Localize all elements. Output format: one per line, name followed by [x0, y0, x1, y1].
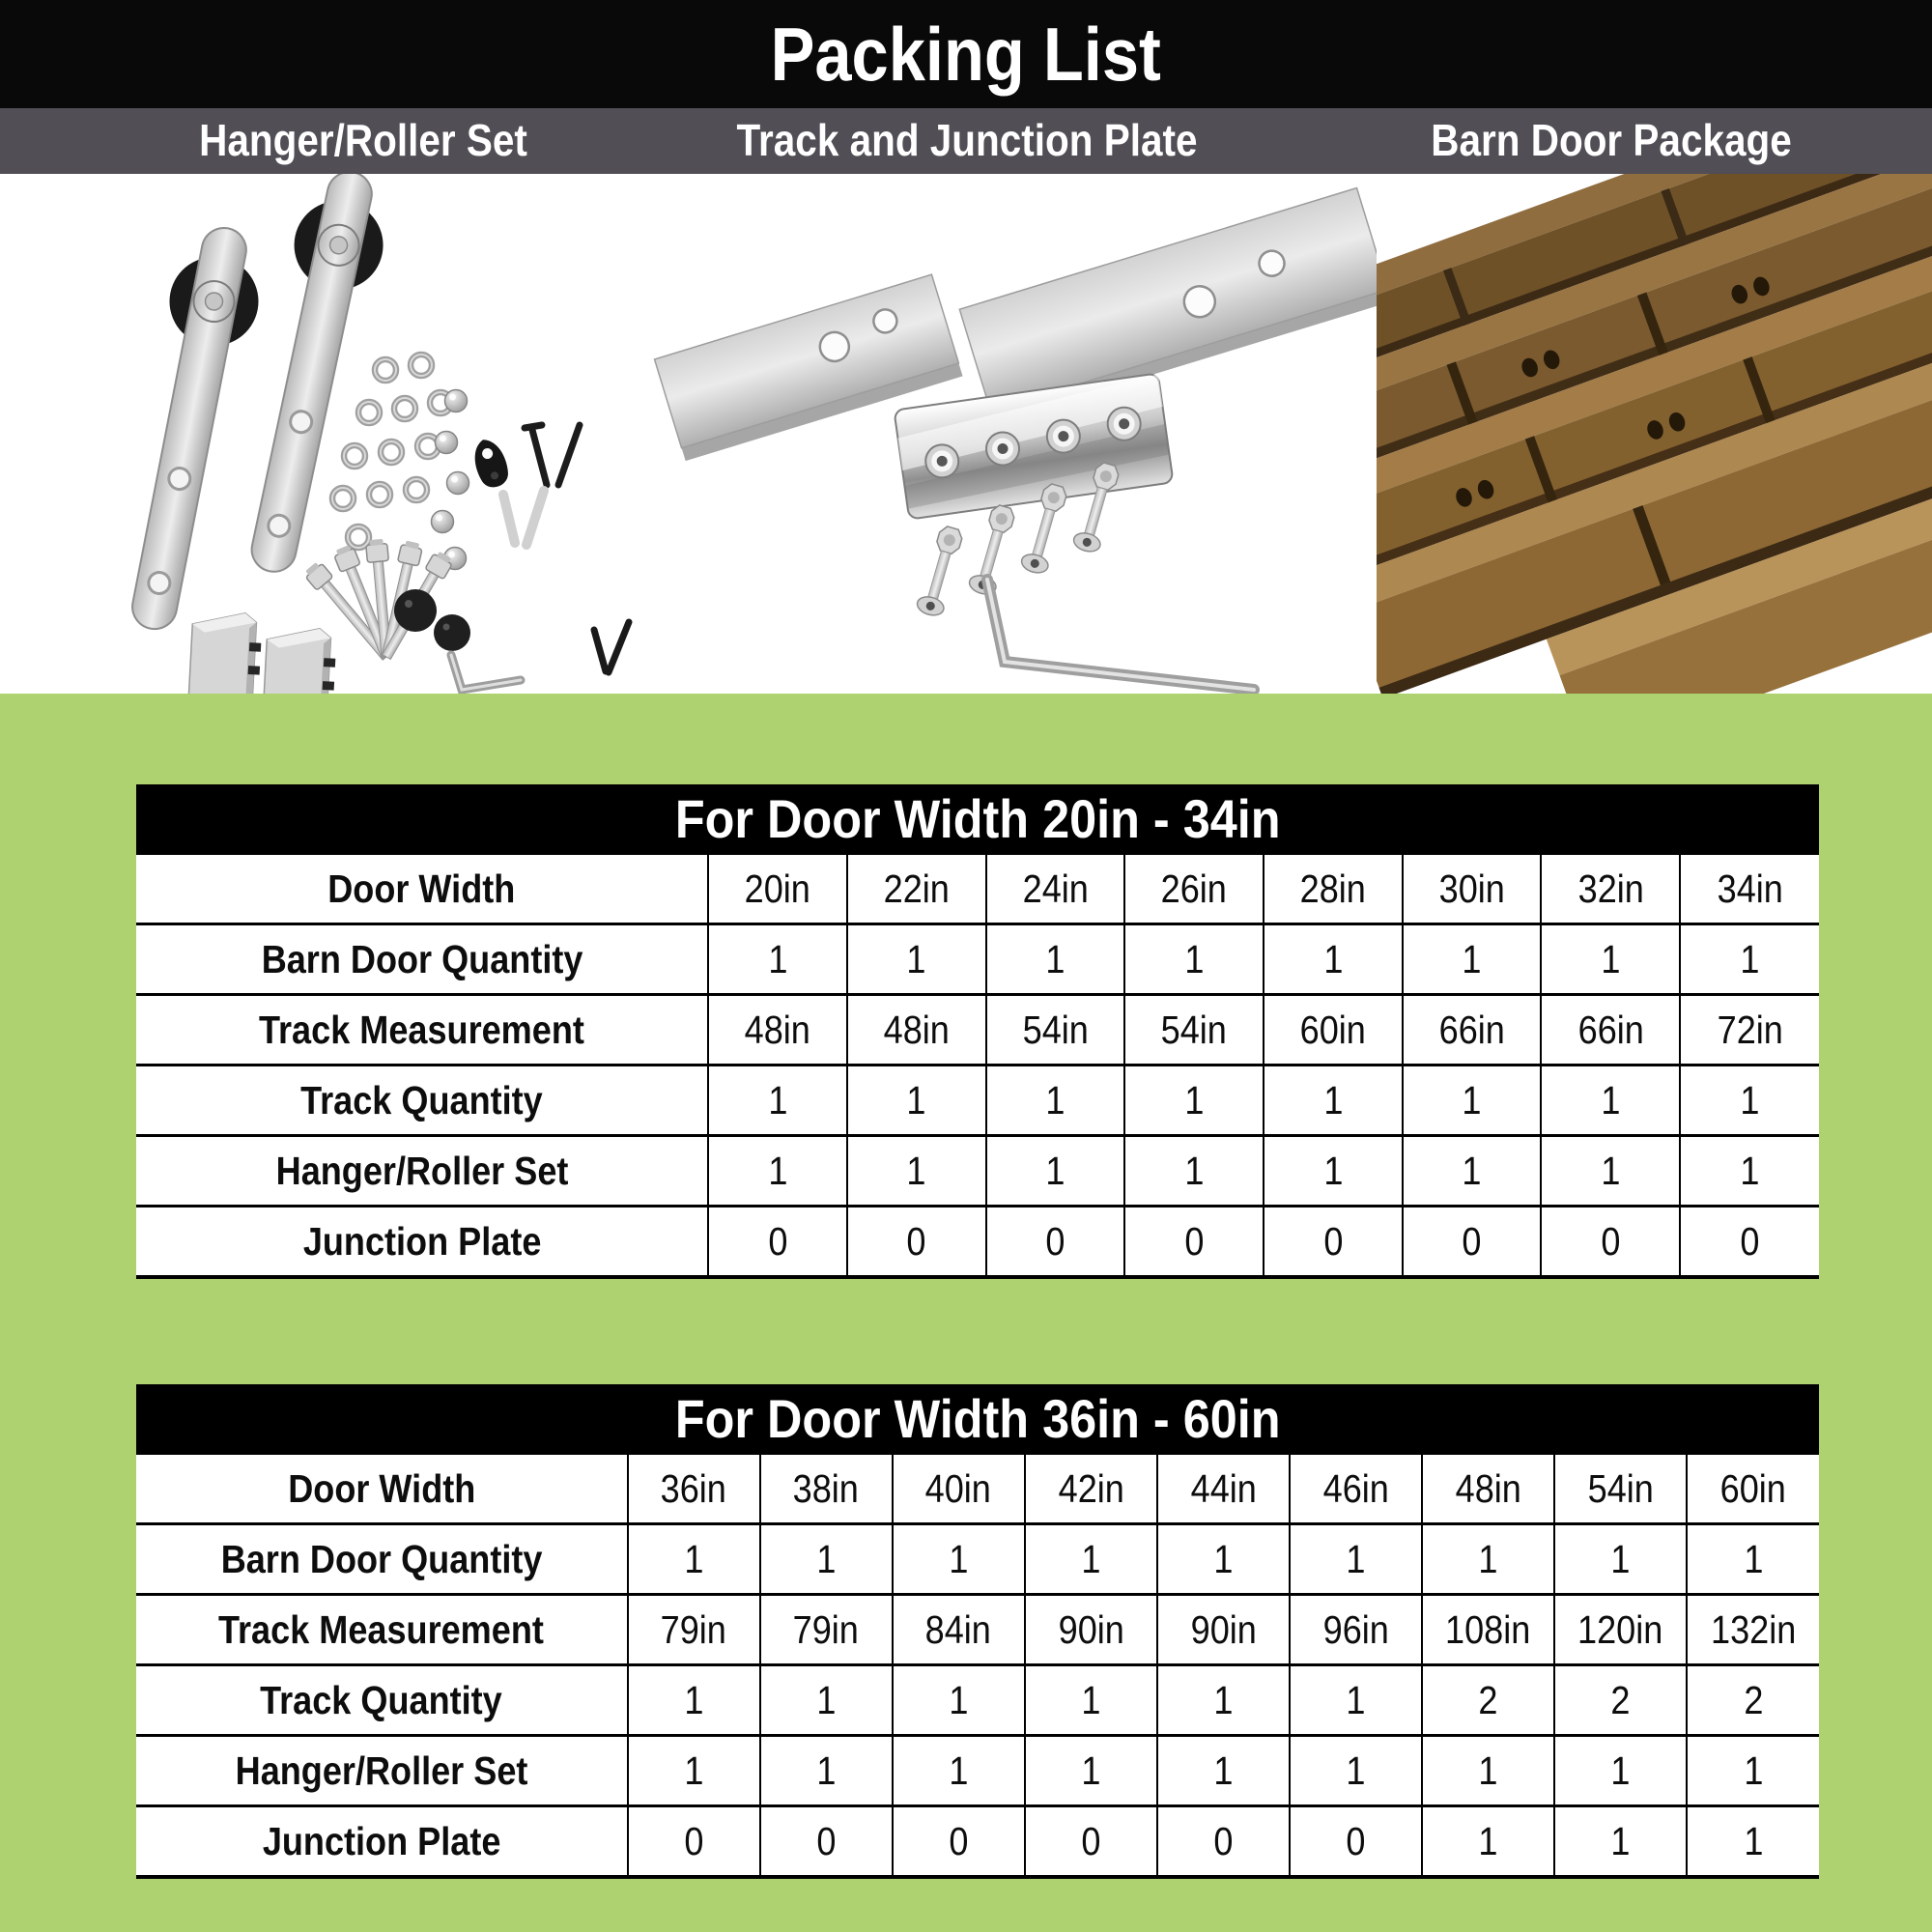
table-cell — [986, 1065, 1125, 1136]
table-row — [136, 1454, 1819, 1524]
cell-value: 1 — [768, 1148, 788, 1193]
table-cell — [893, 1454, 1025, 1524]
table-cell — [1680, 1065, 1819, 1136]
table-row — [136, 924, 1819, 995]
cell-value: 0 — [768, 1218, 788, 1264]
table-cell — [1554, 1454, 1687, 1524]
cell-value: 1 — [1322, 936, 1343, 981]
cell-value: 1 — [1740, 1148, 1760, 1193]
row-header-label: Hanger/Roller Set — [235, 1747, 528, 1793]
cell-value: 0 — [1213, 1818, 1234, 1863]
table-cell — [847, 1207, 986, 1278]
table-row — [136, 995, 1819, 1065]
table-title: For Door Width 36in - 60in — [674, 1387, 1281, 1449]
cell-value: 1 — [684, 1536, 704, 1581]
cell-value: 1 — [1610, 1818, 1631, 1863]
row-header — [136, 1665, 628, 1736]
row-header-label: Track Quantity — [300, 1077, 543, 1122]
cell-value: 1 — [816, 1677, 837, 1722]
table-cell — [1680, 854, 1819, 924]
table-cell — [1541, 924, 1680, 995]
photo-label-bar — [0, 108, 1932, 174]
table-cell — [1264, 854, 1403, 924]
cell-value: 0 — [816, 1818, 837, 1863]
cell-value: 1 — [1322, 1077, 1343, 1122]
cell-value: 1 — [1743, 1536, 1763, 1581]
table-cell — [708, 924, 847, 995]
cell-value: 48in — [745, 1007, 811, 1052]
table-cell — [1541, 995, 1680, 1065]
table-cell — [1687, 1736, 1819, 1806]
cell-value: 1 — [1346, 1747, 1366, 1793]
table-cell — [1422, 1595, 1554, 1665]
table-cell — [847, 924, 986, 995]
table-cell — [893, 1736, 1025, 1806]
row-header — [136, 995, 708, 1065]
cell-value: 1 — [1462, 1077, 1482, 1122]
cell-value: 1 — [1184, 936, 1205, 981]
table-cell — [1124, 854, 1264, 924]
row-header-label: Track Quantity — [260, 1677, 503, 1722]
cell-value: 2 — [1610, 1677, 1631, 1722]
row-header-label: Junction Plate — [302, 1218, 541, 1264]
table-cell — [1687, 1524, 1819, 1595]
cell-value: 0 — [1322, 1218, 1343, 1264]
table-cell — [628, 1806, 760, 1878]
cell-value: 54in — [1022, 1007, 1089, 1052]
table-cell — [1025, 1665, 1157, 1736]
cell-value: 32in — [1577, 866, 1644, 911]
cell-value: 1 — [768, 936, 788, 981]
packing-table — [136, 852, 1819, 1279]
table-cell — [1403, 924, 1542, 995]
table-cell — [986, 854, 1125, 924]
table-cell — [847, 1065, 986, 1136]
table-cell — [1422, 1524, 1554, 1595]
cell-value: 1 — [684, 1677, 704, 1722]
table-cell — [1157, 1665, 1290, 1736]
table-cell — [893, 1665, 1025, 1736]
table-cell — [1264, 924, 1403, 995]
cell-value: 72in — [1717, 1007, 1783, 1052]
table-cell — [1157, 1454, 1290, 1524]
cell-value: 1 — [1601, 936, 1621, 981]
table-cell — [1025, 1595, 1157, 1665]
cell-value: 90in — [1190, 1606, 1257, 1652]
row-header — [136, 1454, 628, 1524]
table-cell — [1422, 1806, 1554, 1878]
cell-value: 1 — [1045, 1077, 1065, 1122]
table-cell — [760, 1595, 893, 1665]
cell-value: 120in — [1577, 1606, 1663, 1652]
cell-value: 1 — [1478, 1818, 1498, 1863]
table-cell — [893, 1806, 1025, 1878]
cell-value: 54in — [1587, 1465, 1654, 1511]
table-cell — [1554, 1665, 1687, 1736]
cell-value: 54in — [1161, 1007, 1228, 1052]
table-title-band — [136, 1384, 1819, 1452]
cell-value: 1 — [1045, 936, 1065, 981]
row-header-label: Track Measurement — [218, 1606, 545, 1652]
cell-value: 24in — [1022, 866, 1089, 911]
table-cell — [986, 1136, 1125, 1207]
table-cell — [1541, 1065, 1680, 1136]
row-header-label: Junction Plate — [262, 1818, 501, 1863]
hanger-roller-set-photo — [14, 174, 647, 694]
table-cell — [1687, 1454, 1819, 1524]
row-header-label: Barn Door Quantity — [261, 936, 583, 981]
table-cell — [1422, 1665, 1554, 1736]
table-cell — [1124, 1136, 1264, 1207]
cell-value: 2 — [1478, 1677, 1498, 1722]
row-header — [136, 924, 708, 995]
row-header — [136, 1207, 708, 1278]
row-header — [136, 1595, 628, 1665]
product-photo-band — [0, 174, 1932, 694]
cell-value: 1 — [906, 1148, 926, 1193]
barn-door-package-photo — [1377, 174, 1932, 694]
table-cell — [1025, 1736, 1157, 1806]
label-barn-door-package: Barn Door Package — [1431, 114, 1792, 165]
cell-value: 84in — [925, 1606, 992, 1652]
cell-value: 1 — [1462, 936, 1482, 981]
cell-value: 0 — [949, 1818, 969, 1863]
cell-value: 90in — [1058, 1606, 1124, 1652]
cell-value: 1 — [1081, 1536, 1101, 1581]
cell-value: 108in — [1445, 1606, 1531, 1652]
row-header-label: Barn Door Quantity — [220, 1536, 543, 1581]
table-cell — [708, 995, 847, 1065]
cell-value: 1 — [1743, 1818, 1763, 1863]
cell-value: 34in — [1717, 866, 1783, 911]
table-cell — [1290, 1665, 1422, 1736]
label-track-and-junction-plate: Track and Junction Plate — [736, 114, 1198, 165]
table-cell — [628, 1736, 760, 1806]
row-header — [136, 854, 708, 924]
row-header-label: Track Measurement — [259, 1007, 585, 1052]
cell-value: 0 — [1740, 1218, 1760, 1264]
cell-value: 1 — [1346, 1677, 1366, 1722]
table-row — [136, 854, 1819, 924]
cell-value: 1 — [1601, 1148, 1621, 1193]
table-cell — [1541, 854, 1680, 924]
table-cell — [1422, 1736, 1554, 1806]
cell-value: 1 — [1462, 1148, 1482, 1193]
table-cell — [1403, 854, 1542, 924]
table-cell — [1403, 1136, 1542, 1207]
cell-value: 1 — [1081, 1677, 1101, 1722]
table-cell — [708, 1136, 847, 1207]
cell-value: 1 — [816, 1536, 837, 1581]
table-row — [136, 1665, 1819, 1736]
table-cell — [1554, 1736, 1687, 1806]
table-cell — [1157, 1736, 1290, 1806]
cell-value: 48in — [883, 1007, 950, 1052]
packing-table-20-34 — [136, 784, 1819, 1279]
table-cell — [1264, 1136, 1403, 1207]
row-header — [136, 1736, 628, 1806]
cell-value: 1 — [1478, 1536, 1498, 1581]
row-header — [136, 1065, 708, 1136]
table-cell — [628, 1454, 760, 1524]
cell-value: 1 — [1740, 1077, 1760, 1122]
cell-value: 1 — [1740, 936, 1760, 981]
cell-value: 132in — [1710, 1606, 1797, 1652]
table-cell — [708, 1065, 847, 1136]
table-cell — [1025, 1806, 1157, 1878]
table-cell — [628, 1524, 760, 1595]
cell-value: 1 — [1081, 1747, 1101, 1793]
table-title-band — [136, 784, 1819, 852]
table-cell — [986, 1207, 1125, 1278]
cell-value: 79in — [661, 1606, 727, 1652]
table-row — [136, 1736, 1819, 1806]
cell-value: 79in — [793, 1606, 860, 1652]
table-row — [136, 1595, 1819, 1665]
row-header — [136, 1136, 708, 1207]
table-cell — [1290, 1524, 1422, 1595]
cell-value: 1 — [1213, 1536, 1234, 1581]
cell-value: 44in — [1190, 1465, 1257, 1511]
cell-value: 1 — [816, 1747, 837, 1793]
table-row — [136, 1136, 1819, 1207]
cell-value: 48in — [1455, 1465, 1521, 1511]
cell-value: 1 — [949, 1747, 969, 1793]
cell-value: 1 — [906, 1077, 926, 1122]
table-cell — [760, 1806, 893, 1878]
table-cell — [1290, 1736, 1422, 1806]
cell-value: 0 — [684, 1818, 704, 1863]
cell-value: 1 — [1184, 1077, 1205, 1122]
packing-table — [136, 1452, 1819, 1879]
cell-value: 1 — [684, 1747, 704, 1793]
cell-value: 0 — [1601, 1218, 1621, 1264]
cell-value: 42in — [1058, 1465, 1124, 1511]
track-junction-plate-illustration — [647, 174, 1377, 694]
packing-table-36-60 — [136, 1384, 1819, 1879]
table-cell — [1124, 1065, 1264, 1136]
cell-value: 0 — [1184, 1218, 1205, 1264]
cell-value: 1 — [1478, 1747, 1498, 1793]
table-cell — [708, 1207, 847, 1278]
cell-value: 1 — [1213, 1677, 1234, 1722]
table-cell — [1541, 1136, 1680, 1207]
cell-value: 0 — [1045, 1218, 1065, 1264]
header-band — [0, 0, 1932, 108]
table-cell — [1124, 1207, 1264, 1278]
table-cell — [1025, 1454, 1157, 1524]
cell-value: 60in — [1719, 1465, 1787, 1511]
table-cell — [1554, 1524, 1687, 1595]
row-header — [136, 1524, 628, 1595]
table-cell — [1124, 995, 1264, 1065]
table-cell — [847, 854, 986, 924]
cell-value: 1 — [1045, 1148, 1065, 1193]
cell-value: 30in — [1438, 866, 1505, 911]
label-hanger-roller-set: Hanger/Roller Set — [199, 114, 527, 165]
table-cell — [1680, 924, 1819, 995]
cell-value: 1 — [1601, 1077, 1621, 1122]
table-cell — [986, 924, 1125, 995]
cell-value: 1 — [1322, 1148, 1343, 1193]
table-row — [136, 1207, 1819, 1278]
table-cell — [1554, 1595, 1687, 1665]
table-cell — [1124, 924, 1264, 995]
table-cell — [628, 1595, 760, 1665]
table-cell — [1403, 1065, 1542, 1136]
table-cell — [1403, 1207, 1542, 1278]
table-cell — [1290, 1595, 1422, 1665]
cell-value: 1 — [1213, 1747, 1234, 1793]
table-cell — [708, 854, 847, 924]
cell-value: 1 — [1743, 1747, 1763, 1793]
table-cell — [986, 995, 1125, 1065]
row-header-label: Hanger/Roller Set — [275, 1148, 569, 1193]
cell-value: 26in — [1161, 866, 1228, 911]
table-cell — [1687, 1806, 1819, 1878]
cell-value: 38in — [793, 1465, 860, 1511]
table-cell — [1403, 995, 1542, 1065]
cell-value: 28in — [1299, 866, 1367, 911]
cell-value: 1 — [1610, 1536, 1631, 1581]
cell-value: 22in — [883, 866, 950, 911]
row-header-label: Door Width — [287, 1465, 475, 1511]
page-title: Packing List — [770, 11, 1162, 97]
cell-value: 1 — [949, 1536, 969, 1581]
table-cell — [1264, 995, 1403, 1065]
barn-door-package-illustration — [1377, 174, 1932, 694]
table-cell — [1157, 1524, 1290, 1595]
cell-value: 40in — [925, 1465, 992, 1511]
table-cell — [1290, 1454, 1422, 1524]
table-row — [136, 1806, 1819, 1878]
table-row — [136, 1065, 1819, 1136]
hanger-roller-set-illustration — [14, 174, 647, 694]
cell-value: 66in — [1438, 1007, 1505, 1052]
table-cell — [1687, 1665, 1819, 1736]
cell-value: 1 — [1610, 1747, 1631, 1793]
table-cell — [1680, 1207, 1819, 1278]
table-cell — [893, 1524, 1025, 1595]
cell-value: 0 — [1462, 1218, 1482, 1264]
table-cell — [1687, 1595, 1819, 1665]
table-cell — [1422, 1454, 1554, 1524]
cell-value: 96in — [1322, 1606, 1389, 1652]
table-cell — [760, 1736, 893, 1806]
wood-plank-stack — [1377, 174, 1932, 694]
cell-value: 66in — [1577, 1007, 1644, 1052]
table-cell — [847, 1136, 986, 1207]
table-cell — [1554, 1806, 1687, 1878]
cell-value: 2 — [1743, 1677, 1763, 1722]
table-cell — [847, 995, 986, 1065]
cell-value: 0 — [1081, 1818, 1101, 1863]
row-header-label: Door Width — [327, 866, 516, 911]
tables-section — [0, 694, 1932, 1932]
table-cell — [1264, 1065, 1403, 1136]
cell-value: 1 — [1346, 1536, 1366, 1581]
cell-value: 0 — [1346, 1818, 1366, 1863]
table-cell — [1680, 1136, 1819, 1207]
table-row — [136, 1524, 1819, 1595]
table-cell — [1157, 1806, 1290, 1878]
table-cell — [1264, 1207, 1403, 1278]
cell-value: 20in — [745, 866, 811, 911]
table-cell — [1025, 1524, 1157, 1595]
cell-value: 1 — [906, 936, 926, 981]
cell-value: 0 — [906, 1218, 926, 1264]
table-cell — [760, 1665, 893, 1736]
table-cell — [893, 1595, 1025, 1665]
table-cell — [1157, 1595, 1290, 1665]
cell-value: 1 — [1184, 1148, 1205, 1193]
table-cell — [1680, 995, 1819, 1065]
table-cell — [760, 1454, 893, 1524]
cell-value: 1 — [768, 1077, 788, 1122]
table-cell — [1541, 1207, 1680, 1278]
cell-value: 36in — [661, 1465, 727, 1511]
cell-value: 60in — [1299, 1007, 1367, 1052]
row-header — [136, 1806, 628, 1878]
cell-value: 46in — [1322, 1465, 1389, 1511]
track-and-junction-plate-photo — [647, 174, 1377, 694]
cell-value: 1 — [949, 1677, 969, 1722]
table-title: For Door Width 20in - 34in — [674, 787, 1281, 849]
table-cell — [760, 1524, 893, 1595]
table-cell — [1290, 1806, 1422, 1878]
table-cell — [628, 1665, 760, 1736]
